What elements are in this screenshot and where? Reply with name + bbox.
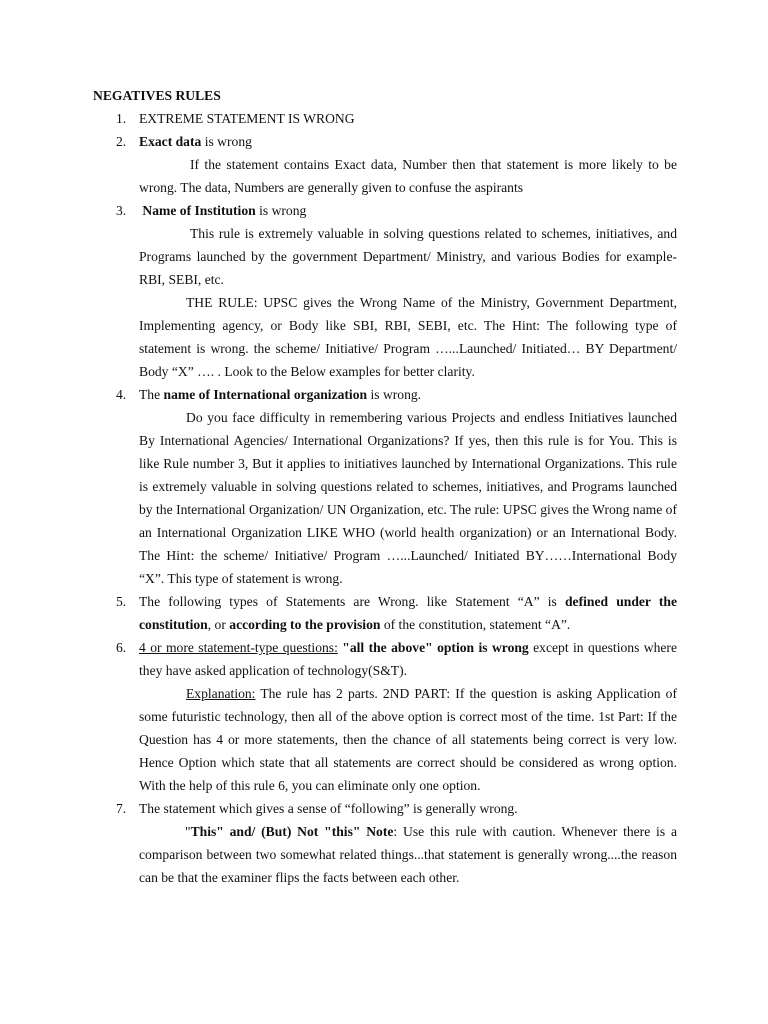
rule-number: 1. [116, 111, 127, 126]
rule-title: EXTREME STATEMENT IS WRONG [139, 111, 355, 126]
rule-number: 5. [116, 594, 127, 609]
rule-paragraph: 4 or more statement-type questions: "all the above" option is wrong except in questions where they have asked application of technology(S&T). [139, 640, 677, 678]
rule-item-4 [93, 383, 677, 590]
rule-item-1 [93, 107, 677, 130]
rule-number: 6. [116, 640, 127, 655]
rule-title: Name of Institution is wrong [142, 203, 307, 218]
rule-item-7 [93, 797, 677, 889]
rule-item-5 [93, 590, 677, 636]
rule-paragraph: If the statement contains Exact data, Number then that statement is more likely to be wrong. The data, Numbers are generally given to confuse the aspirants [139, 157, 677, 195]
rule-paragraph: Do you face difficulty in remembering various Projects and endless Initiatives launched By International Agencies/ International Organizations? If yes, then this rule is for You. This is like Rule number 3, But it applies to initiatives launched by International Organizations. This rule is extremely valuable in solving questions related to schemes, initiatives, and Programs launched by the International Organization/ UN Organization, etc. The rule: UPSC gives the Wrong name of an International Organization LIKE WHO (world health organization) or an International Body. The Hint: the scheme/ Initiative/ Program …...Launched/ Initiated BY……International Body “X”. This type of statement is wrong. [139, 410, 677, 586]
rule-number: 2. [116, 134, 127, 149]
rule-paragraph: This rule is extremely valuable in solving questions related to schemes, initiatives, and Programs launched by the government Department/ Ministry, and various Bodies for example-RBI, SEBI, etc. [139, 226, 677, 287]
rule-item-6 [93, 636, 677, 797]
rule-title: The statement which gives a sense of “following” is generally wrong. [139, 801, 518, 816]
rule-item-2 [93, 130, 677, 199]
rule-explanation: Explanation: The rule has 2 parts. 2ND PART: If the question is asking Application of some futuristic technology, then all of the above option is correct most of the time. 1st Part: If the Question has 4 or more statements, then the chance of all statements being correct is very low. Hence Option which state that all statements are correct should be considered as wrong option. With the help of this rule 6, you can eliminate only one option. [139, 686, 677, 793]
rule-paragraph: "This" and/ (But) Not "this" Note: Use this rule with caution. Whenever there is a comparison between two somewhat related things...that statement is generally wrong....the reason can be that the examiner flips the facts between each other. [139, 824, 677, 885]
rule-paragraph: The following types of Statements are Wrong. like Statement “A” is defined under the constitution, or according to the provision of the constitution, statement “A”. [139, 594, 677, 632]
rule-item-3 [93, 199, 677, 383]
rule-title: The name of International organization is wrong. [139, 387, 422, 402]
document-heading: NEGATIVES RULES [93, 88, 221, 103]
rule-number: 4. [116, 387, 127, 402]
document-page [93, 84, 677, 889]
rule-number: 3. [116, 203, 127, 218]
rule-number: 7. [116, 801, 127, 816]
rule-paragraph: THE RULE: UPSC gives the Wrong Name of the Ministry, Government Department, Implementing agency, or Body like SBI, RBI, SEBI, etc. The Hint: The following type of statement is wrong. the scheme/ Initiative/ Program …...Launched/ Initiated… BY Department/ Body “X” …. . Look to the Below examples for better clarity. [139, 295, 677, 379]
rules-list [93, 107, 677, 889]
rule-title: Exact data is wrong [139, 134, 252, 149]
